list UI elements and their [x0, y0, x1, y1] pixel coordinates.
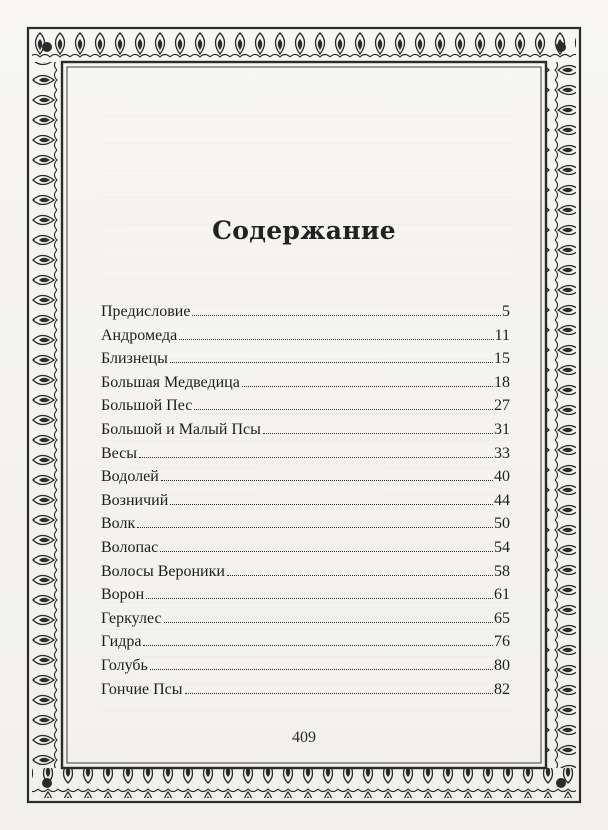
toc-entry-page: 58 [494, 562, 510, 580]
toc-entry-page: 50 [494, 515, 510, 533]
table-of-contents [101, 303, 510, 704]
toc-entry[interactable] [101, 515, 510, 539]
toc-entry[interactable] [101, 563, 510, 587]
toc-entry-label: Гончие Псы [101, 680, 183, 698]
page-title: Содержание [212, 216, 396, 245]
toc-entry-label: Волопас [101, 538, 159, 556]
toc-entry-page: 54 [494, 538, 510, 556]
dot-leader [170, 361, 493, 363]
dot-leader [185, 692, 493, 694]
toc-entry-page: 82 [494, 680, 510, 698]
toc-entry-page: 15 [494, 350, 510, 368]
toc-entry-label: Возничий [101, 491, 169, 509]
toc-entry-page: 61 [494, 586, 510, 604]
toc-entry-page: 11 [494, 326, 510, 344]
toc-entry[interactable] [101, 445, 510, 469]
dot-leader [143, 644, 493, 646]
toc-entry-label: Большой и Малый Псы [101, 420, 261, 438]
dot-leader [227, 574, 493, 576]
toc-entry-label: Близнецы [101, 350, 168, 368]
toc-entry[interactable] [101, 492, 510, 516]
toc-entry-page: 33 [494, 444, 510, 462]
toc-entry-label: Большая Медведица [101, 373, 240, 391]
dot-leader [146, 597, 493, 599]
toc-entry-page: 76 [494, 633, 510, 651]
toc-entry[interactable] [101, 327, 510, 351]
toc-entry-label: Гидра [101, 633, 142, 651]
dot-leader [160, 550, 493, 552]
dot-leader [194, 408, 493, 410]
toc-entry[interactable] [101, 303, 510, 327]
toc-entry[interactable] [101, 633, 510, 657]
toc-entry-label: Волк [101, 515, 136, 533]
toc-entry-page: 18 [494, 373, 510, 391]
dot-leader [242, 385, 493, 387]
toc-entry-page: 27 [494, 397, 510, 415]
dot-leader [137, 526, 493, 528]
toc-entry[interactable] [101, 350, 510, 374]
toc-entry-label: Геркулес [101, 609, 162, 627]
dot-leader [179, 338, 493, 340]
toc-entry[interactable] [101, 610, 510, 634]
toc-entry-label: Водолей [101, 468, 159, 486]
dot-leader [150, 668, 493, 670]
dot-leader [161, 479, 493, 481]
toc-entry[interactable] [101, 657, 510, 681]
toc-entry[interactable] [101, 539, 510, 563]
page-number: 409 [292, 729, 316, 746]
toc-entry[interactable] [101, 681, 510, 705]
toc-entry-page: 5 [502, 303, 510, 320]
toc-entry[interactable] [101, 468, 510, 492]
dot-leader [164, 621, 493, 623]
dot-leader [170, 503, 493, 505]
toc-entry-label: Весы [101, 444, 138, 462]
toc-entry-label: Волосы Вероники [101, 562, 225, 580]
toc-entry-label: Андромеда [101, 326, 178, 344]
toc-entry-page: 40 [494, 468, 510, 486]
dot-leader [192, 314, 501, 316]
toc-entry[interactable] [101, 586, 510, 610]
toc-entry[interactable] [101, 397, 510, 421]
toc-entry-label: Ворон [101, 586, 145, 604]
toc-entry-label: Предисловие [101, 303, 191, 320]
toc-entry-page: 80 [494, 656, 510, 674]
dot-leader [263, 432, 493, 434]
dot-leader [139, 456, 493, 458]
toc-entry-label: Большой Пес [101, 397, 193, 415]
toc-entry[interactable] [101, 421, 510, 445]
toc-entry[interactable] [101, 374, 510, 398]
toc-entry-label: Голубь [101, 656, 148, 674]
toc-entry-page: 44 [494, 491, 510, 509]
toc-entry-page: 31 [494, 420, 510, 438]
toc-entry-page: 65 [494, 609, 510, 627]
